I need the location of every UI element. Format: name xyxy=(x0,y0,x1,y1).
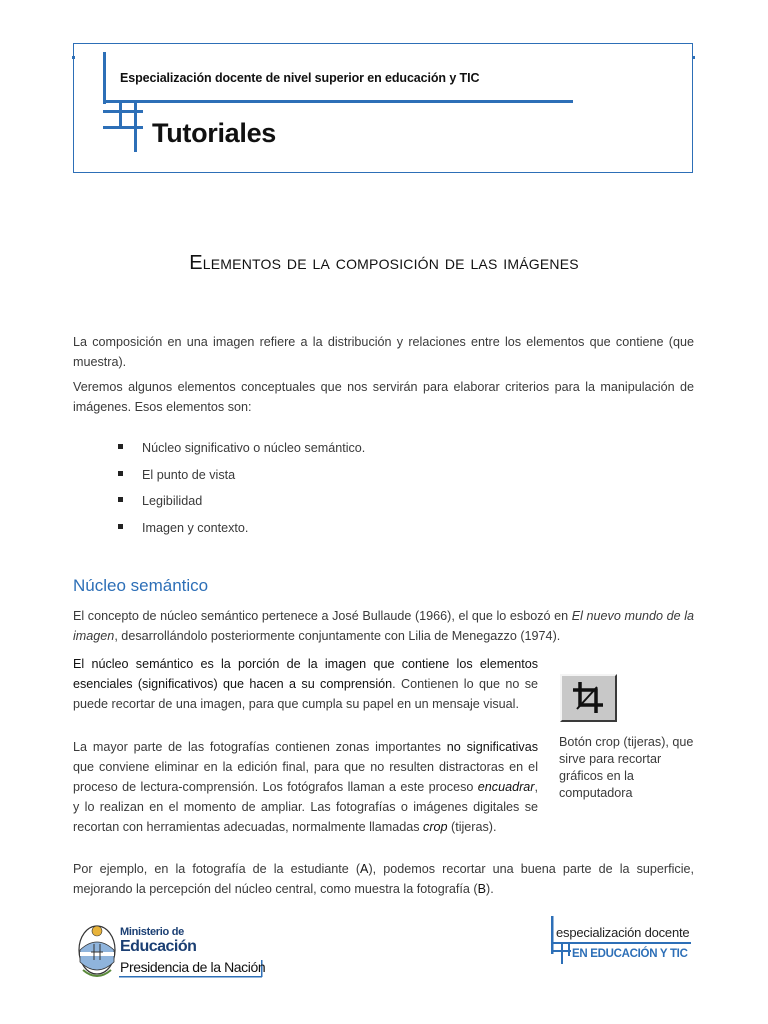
list-item: El punto de vista xyxy=(118,465,365,492)
ministry-logo-line-3: Presidencia de la Nación xyxy=(120,959,266,975)
crop-caption: Botón crop (tijeras), que sirve para recortar gráficos en la computadora xyxy=(559,735,694,800)
section-heading: Núcleo semántico xyxy=(73,576,209,595)
intro-paragraph-2: Veremos algunos elementos conceptuales que nos servirán para elaborar criterios para la manipulación de imágenes. Esos elementos son: xyxy=(73,380,694,414)
bullet-square-icon xyxy=(118,497,123,502)
header-frame xyxy=(73,43,693,173)
crop-icon xyxy=(562,676,615,720)
ministry-logo-line-1: Ministerio de xyxy=(120,926,184,938)
especializacion-logo-line-1: especialización docente xyxy=(556,925,690,940)
bullet-square-icon xyxy=(118,524,123,529)
book-title: El nuevo mundo de la imagen xyxy=(73,609,694,643)
list-item: Legibilidad xyxy=(118,491,365,518)
especializacion-logo-line-2: EN EDUCACIÓN Y TIC xyxy=(572,948,688,960)
header-line-small-1 xyxy=(103,110,143,113)
paragraph-definition: El núcleo semántico es la porción de la imagen que contiene los elementos esenciales (significativos) que hacen a su comprensión. Contienen lo que no se puede recortar de una imagen, para que cumpla su papel en un mensaje visual. xyxy=(73,657,538,711)
ministry-logo-line-2: Educación xyxy=(120,938,197,955)
header-frame-dot-right xyxy=(692,56,695,59)
definition-emphasis: El núcleo semántico es la porción de la imagen que contiene los elementos esenciales (significativos) que hacen a su comprensión xyxy=(73,657,538,691)
paragraph-cropping: La mayor parte de las fotografías contienen zonas importantes no significativas que conviene eliminar en la edición final, para que no resulten distractoras en el proceso de lectura-comprensión. Los fotógrafos llaman a este proceso encuadrar, y lo realizan en el momento de ampliar. Las fotografías o imágenes digitales se recortan con herramientas adecuadas, normalmente llamadas crop (tijeras). xyxy=(73,740,539,834)
bullet-square-icon xyxy=(118,444,123,449)
header-line-small-2 xyxy=(103,126,143,129)
header-title: Tutoriales xyxy=(152,118,277,148)
header-line-small-v1 xyxy=(119,102,122,128)
header-line-vertical xyxy=(103,52,106,104)
especializacion-logo xyxy=(548,912,693,974)
bullet-square-icon xyxy=(118,471,123,476)
list-item: Imagen y contexto. xyxy=(118,518,365,545)
paragraph-example: Por ejemplo, en la fotografía de la estudiante (A), podemos recortar una buena parte de la superficie, mejorando la percepción del núcleo central, como muestra la fotografía (B). xyxy=(73,862,694,896)
document-title-rest: lementos de la composición de las imágenes xyxy=(202,252,579,274)
header-frame-dot-left xyxy=(72,56,75,59)
header-line-horizontal xyxy=(103,100,573,103)
paragraph-bullaude: El concepto de núcleo semántico pertenece a José Bullaude (1966), el que lo esbozó en El nuevo mundo de la imagen, desarrollándolo posteriormente conjuntamente con Lilia de Menegazzo (1974). xyxy=(73,609,694,643)
list-item: Núcleo significativo o núcleo semántico. xyxy=(118,438,365,465)
header-line-small-v2 xyxy=(134,102,137,152)
document-title-initial: E xyxy=(189,252,203,274)
document-title xyxy=(0,252,768,275)
crop-button-image xyxy=(560,674,617,722)
elements-list xyxy=(118,438,365,544)
intro-paragraph-1: La composición en una imagen refiere a la distribución y relaciones entre los elementos que contiene (que muestra). xyxy=(73,335,694,369)
header-subtitle: Especialización docente de nivel superior en educación y TIC xyxy=(120,71,480,85)
